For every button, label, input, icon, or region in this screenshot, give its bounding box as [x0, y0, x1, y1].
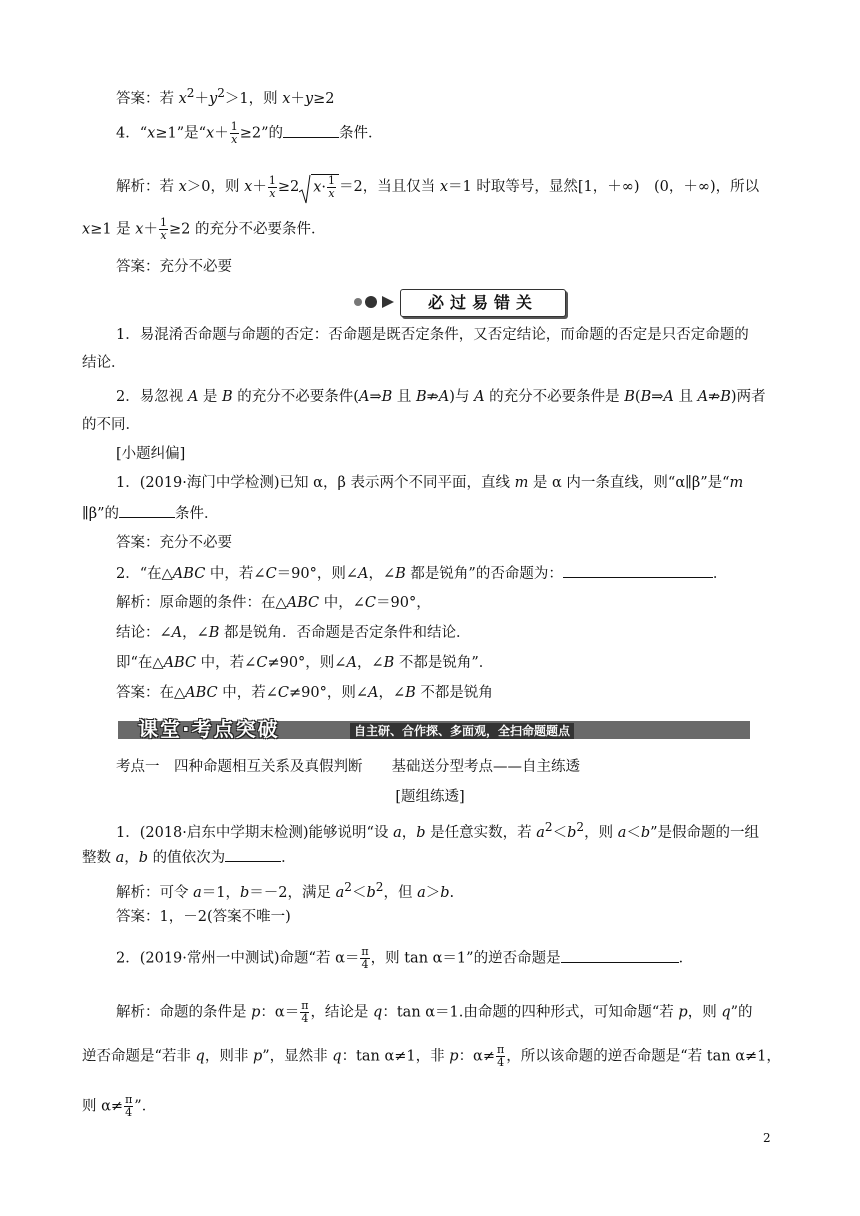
answer-blank — [563, 563, 713, 578]
answer-line-3: 答案：充分不必要 — [116, 535, 232, 551]
section-banner-mistakes — [352, 289, 564, 315]
analysis-line-6: 解析：可令 a＝1，b＝－2，满足 $a^2<b^2$，但 a＞b. — [116, 880, 455, 901]
mistake-2-line-1: 2．易忽视 A 是 B 的充分不必要条件(A⇒B 且 B⇏A)与 A 的充分不必要条件是 B(B⇒A 且 A⇏B)两者 — [116, 389, 766, 405]
answer-blank — [561, 948, 679, 963]
fraction: $\frac{1}{x}$ — [268, 173, 276, 200]
analysis-line-3: 解析：原命题的条件：在△ABC 中，∠C＝90°， — [116, 595, 431, 611]
banner-label: 必过易错关 — [400, 289, 566, 317]
page-number: 2 — [763, 1131, 771, 1145]
exercise-1-line-2: ∥β”的 条件． — [82, 503, 219, 524]
analysis-line-8: 逆否命题是“若非 q，则非 p”，显然非 q：tan α≠1，非 p：α≠ $\frac{\pi}{4}$ ，所以该命题的逆否命题是“若 tan α≠1， — [82, 1043, 781, 1069]
answer-blank — [119, 503, 175, 518]
analysis-line-4: 结论：∠A，∠B 都是锐角．否命题是否定条件和结论． — [116, 625, 471, 641]
practice-2: 2．(2019·常州一中测试)命题“若 α＝ $\frac{\pi}{4}$ ，则 tan α＝1”的逆否命题是 ． — [116, 945, 694, 971]
analysis-line-2: x≥1 是 x＋ $\frac{1}{x}$ ≥2 的充分不必要条件． — [82, 216, 326, 242]
fraction: $\frac{\pi}{4}$ — [361, 945, 369, 971]
practice-1-line-1: 1．(2018·启东中学期末检测)能够说明“设 a，b 是任意实数，若 $a^2<b^2$，则 a＜b”是假命题的一组 — [116, 820, 760, 841]
banner-title: 课堂·考点突破 — [138, 717, 280, 741]
subsection-heading-2: [题组练透] — [395, 789, 465, 805]
topic-heading: 考点一 四种命题相互关系及真假判断 基础送分型考点——自主练透 — [116, 759, 580, 775]
mistake-2-line-2: 的不同． — [82, 417, 140, 433]
fraction: $\frac{1}{x}$ — [159, 216, 167, 242]
fraction: $\frac{1}{x}$ — [230, 120, 238, 146]
fraction: $\frac{\pi}{4}$ — [497, 1043, 505, 1069]
exercise-2: 2．“在△ABC 中，若∠C＝90°，则∠A，∠B 都是锐角”的否命题为： ． — [116, 563, 727, 584]
analysis-line-7: 解析：命题的条件是 p：α＝ $\frac{\pi}{4}$ ，结论是 q：tan α＝1.由命题的四种形式，可知命题“若 p，则 q”的 — [116, 999, 753, 1025]
analysis-line-5: 即“在△ABC 中，若∠C≠90°，则∠A，∠B 不都是锐角”． — [116, 655, 494, 671]
answer-line-5: 答案：1，－2(答案不唯一) — [116, 909, 291, 925]
section-banner-classroom — [118, 715, 750, 743]
question-4: 4．“x≥1”是“x＋ $\frac{1}{x}$ ≥2”的 条件． — [116, 120, 383, 146]
mistake-1-line-1: 1．易混淆否命题与命题的否定：否命题是既否定条件，又否定结论，而命题的否定是只否定命题的 — [116, 327, 749, 343]
banner-subtitle: 自主研、合作探、多面观，全扫命题题点 — [350, 723, 574, 739]
answer-blank — [283, 123, 339, 138]
answer-line-2: 答案：充分不必要 — [116, 259, 232, 275]
answer-line-4: 答案：在△ABC 中，若∠C≠90°，则∠A，∠B 不都是锐角 — [116, 685, 493, 701]
fraction: $\frac{\pi}{4}$ — [125, 1093, 133, 1119]
analysis-line-1: 解析：若 x＞0，则 x＋ $\frac{1}{x}$ ≥2 x· $\frac{1}{x}$ ＝2，当且仅当 x＝1 时取等号，显然[1，＋∞) (0，＋∞)，所以 — [116, 174, 759, 200]
analysis-line-9: 则 α≠ $\frac{\pi}{4}$ ”． — [82, 1093, 157, 1119]
sqrt-expression: x· $\frac{1}{x}$ — [299, 174, 339, 200]
exercise-1-line-1: 1．(2019·海门中学检测)已知 α，β 表示两个不同平面，直线 m 是 α 内一条直线，则“α∥β”是“m — [116, 475, 744, 491]
subsection-heading: [小题纠偏] — [116, 446, 186, 462]
practice-1-line-2: 整数 a，b 的值依次为 ． — [82, 847, 296, 868]
bullet-dots-icon — [352, 295, 400, 309]
answer-blank — [225, 847, 281, 862]
mistake-1-line-2: 结论． — [82, 355, 126, 371]
fraction: $\frac{\pi}{4}$ — [301, 999, 309, 1025]
answer-line-1: 答案：若 $x^2+y^2>1$，则 x＋y≥2 — [116, 86, 335, 107]
